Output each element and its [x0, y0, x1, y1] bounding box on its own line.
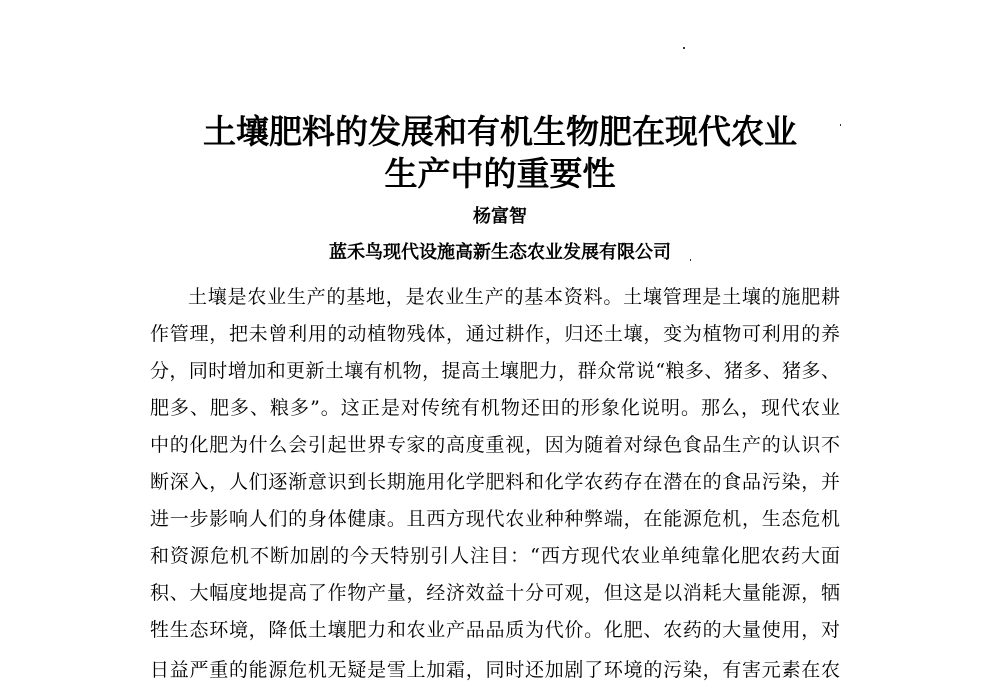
paper-title-line-2: 生产中的重要性: [384, 154, 616, 193]
body-text-line: 土壤是农业生产的基地，是农业生产的基本资料。土壤管理是土壤的施肥耕: [188, 286, 840, 308]
body-text-line: 作管理，把未曾利用的动植物残体，通过耕作，归还土壤，变为植物可利用的养: [150, 323, 840, 345]
author-name: 杨富智: [473, 206, 527, 227]
body-text-line: 进一步影响人们的身体健康。且西方现代农业种种弊端，在能源危机，生态危机: [150, 508, 840, 530]
scan-speck: [683, 47, 685, 49]
body-text-line: 和资源危机不断加剧的今天特别引人注目：“西方现代农业单纯靠化肥农药大面: [150, 545, 840, 567]
paper-title-line-1: 土壤肥料的发展和有机生物肥在现代农业: [203, 112, 797, 151]
author-affiliation: 蓝禾鸟现代设施高新生态农业发展有限公司: [329, 242, 671, 263]
body-text-line: 积、大幅度地提高了作物产量，经济效益十分可观，但这是以消耗大量能源，牺: [150, 582, 840, 604]
body-text-line: 中的化肥为什么会引起世界专家的高度重视，因为随着对绿色食品生产的认识不: [150, 434, 840, 456]
body-text-line: 日益严重的能源危机无疑是雪上加霜，同时还加剧了环境的污染，有害元素在农: [150, 659, 840, 681]
body-text-line: 分，同时增加和更新土壤有机物，提高土壤肥力，群众常说“粮多、猪多、猪多、: [150, 360, 840, 382]
body-text-line: 断深入，人们逐渐意识到长期施用化学肥料和化学农药存在潜在的食品污染，并: [150, 471, 840, 493]
body-text-line: 牲生态环境，降低土壤肥力和农业产品品质为代价。化肥、农药的大量使用，对: [150, 619, 840, 641]
body-text-line: 肥多、肥多、粮多”。这正是对传统有机物还田的形象化说明。那么，现代农业: [150, 397, 840, 419]
